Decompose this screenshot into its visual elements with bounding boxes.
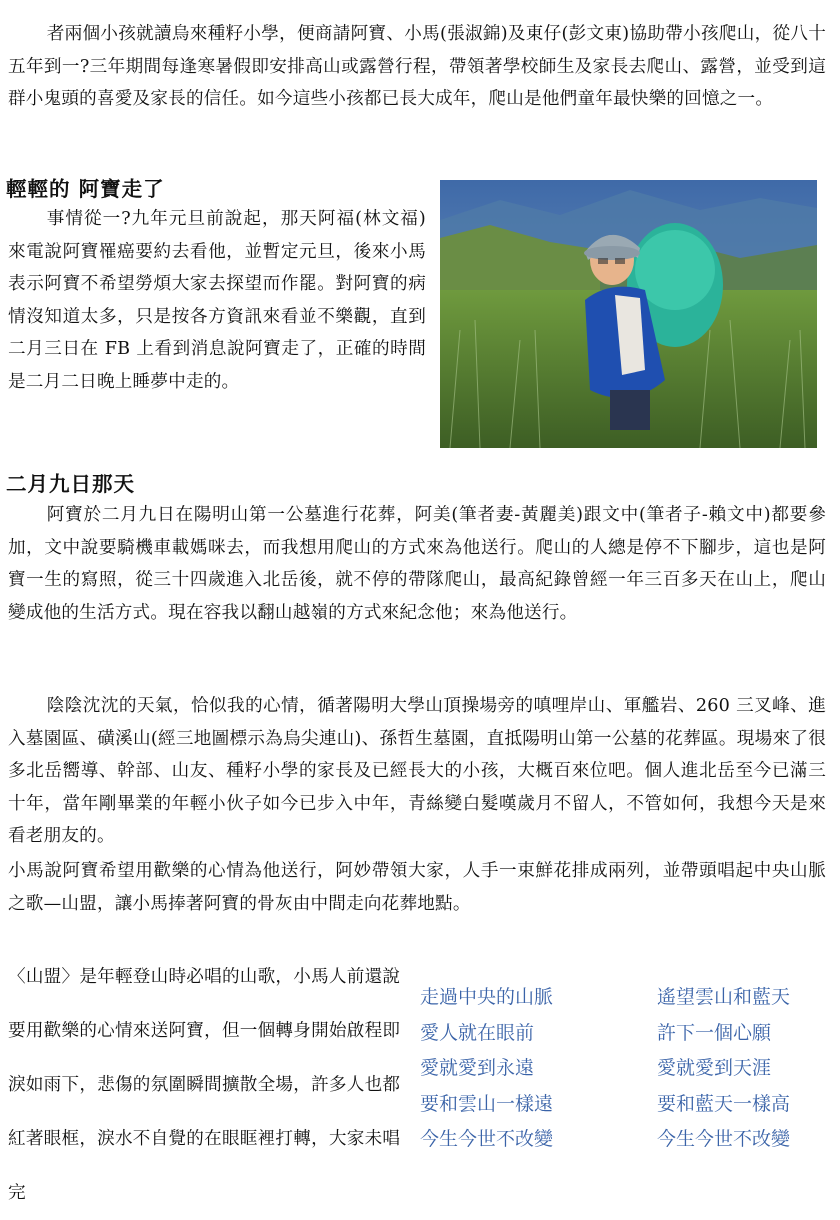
hiker-photo [440, 180, 817, 448]
lyric-line: 今生今世不改變 [420, 1128, 554, 1150]
section-heading-feb9: 二月九日那天 [6, 472, 135, 496]
section3-paragraph: 〈山盟〉是年輕登山時必唱的山歌，小馬人前還說要用歡樂的心情來送阿寶，但一個轉身開始啟程即淚如雨下，悲傷的氛圍瞬間擴散全場，許多人也都紅著眼框，淚水不自覺的在眼眶裡打轉，大家未唱完 [8, 967, 400, 1203]
intro-paragraph: 者兩個小孩就讀烏來種籽小學，便商請阿寶、小馬(張淑錦)及東仔(彭文東)協助帶小孩爬山，從八十五年到一?三年期間每逢寒暑假即安排高山或露營行程，帶領著學校師生及家長去爬山、露營，並受到這群小鬼頭的喜愛及家長的信任。如今這些小孩都已長大成年，爬山是他們童年最快樂的回憶之一。 [8, 24, 826, 109]
hiker-photo-illustration [440, 180, 817, 448]
lyric-line: 遙望雲山和藍天 [657, 986, 791, 1008]
lyrics-left-column [420, 980, 553, 1158]
section1-paragraph: 事情從一?九年元旦前說起，那天阿福(林文福)來電說阿寶罹癌要約去看他，並暫定元旦，後來小馬表示阿寶不希望勞煩大家去探望而作罷。對阿寶的病情沒知道太多，只是按各方資訊來看並不樂觀，直到二月三日在 FB 上看到消息說阿寶走了，正確的時間是二月二日晚上睡夢中走的。 [8, 209, 426, 392]
lyric-line: 要和藍天一樣高 [657, 1092, 791, 1115]
lyric-line: 許下一個心願 [657, 1021, 772, 1044]
lyric-line: 愛就愛到永遠 [420, 1057, 535, 1079]
lyric-line: 今生今世不改變 [657, 1128, 791, 1150]
lyric-line: 走過中央的山脈 [420, 986, 554, 1008]
section-heading-baby-gone: 輕輕的 阿寶走了 [6, 177, 165, 201]
section2-paragraph-3: 小馬說阿寶希望用歡樂的心情為他送行，阿妙帶領大家，人手一束鮮花排成兩列，並帶頭唱起中央山脈之歌—山盟，讓小馬捧著阿寶的骨灰由中間走向花葬地點。 [8, 861, 826, 914]
section2-paragraph-1: 阿寶於二月九日在陽明山第一公墓進行花葬，阿美(筆者妻-黃麗美)跟文中(筆者子-賴文中)都要參加，文中說要騎機車載媽咪去，而我想用爬山的方式來為他送行。爬山的人總是停不下腳步，這也是阿寶一生的寫照，從三十四歲進入北岳後，就不停的帶隊爬山，最高紀錄曾經一年三百多天在山上，爬山變成他的生活方式。現在容我以翻山越嶺的方式來紀念他；來為他送行。 [8, 505, 826, 623]
lyrics-right-column [657, 980, 790, 1158]
lyric-line: 愛就愛到天涯 [657, 1057, 772, 1079]
section2-paragraph-2: 陰陰沈沈的天氣，恰似我的心情，循著陽明大學山頂操場旁的嗔哩岸山、軍艦岩、260 三叉峰、進入墓園區、磺溪山(經三地圖標示為烏尖連山)、孫哲生墓園，直抵陽明山第一公墓的花葬區。現場來了很多北岳嚮導、幹部、山友、種籽小學的家長及已經長大的小孩，大概百來位吧。個人進北岳至今已滿三十年，當年剛畢業的年輕小伙子如今已步入中年，青絲變白髮嘆歲月不留人，不管如何，我想今天是來看老朋友的。 [8, 696, 826, 846]
lyric-line: 要和雲山一樣遠 [420, 1092, 554, 1115]
lyric-line: 愛人就在眼前 [420, 1021, 535, 1044]
